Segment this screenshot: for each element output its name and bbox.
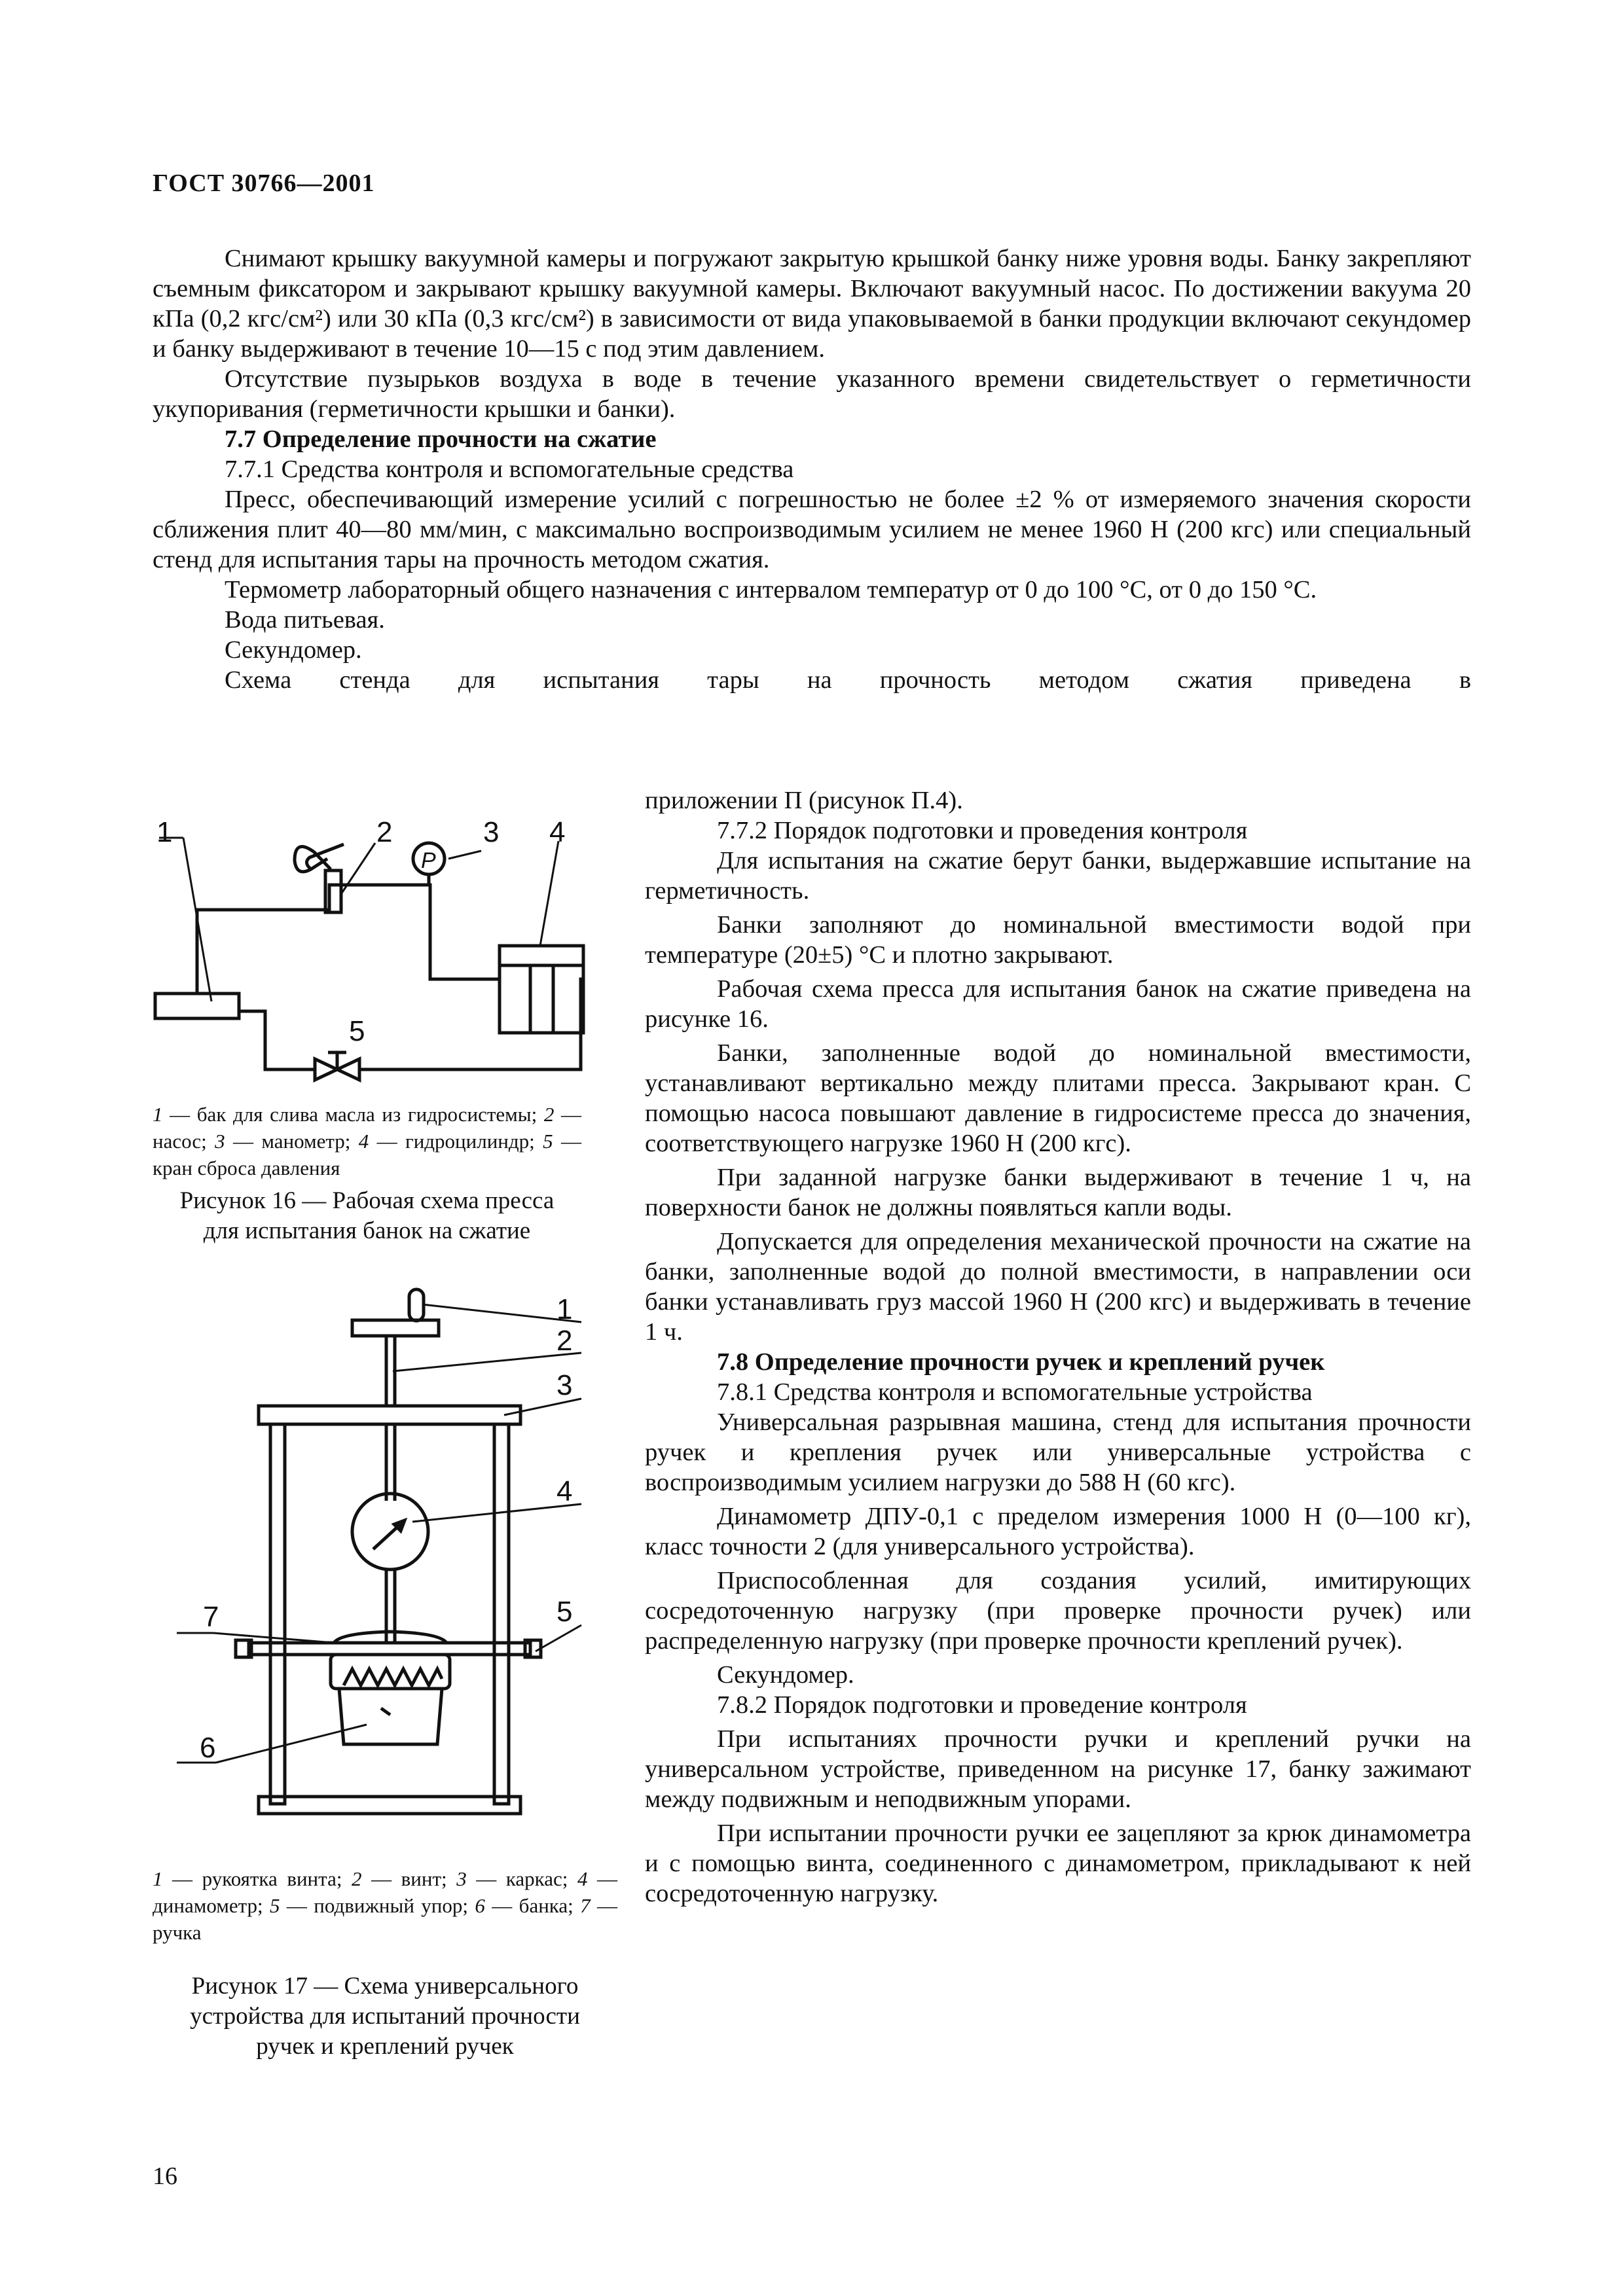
can-handle xyxy=(334,1632,447,1643)
frame-top-plate xyxy=(259,1406,520,1424)
paragraph: Банки, заполненные водой до номинальной вместимости, устанавливают вертикально между плитами пресса. Закрывают кран. С помощью насоса повышают давление в гидросистеме пресса до значения, соответствующего нагрузке 1960 Н (200 кгс). xyxy=(645,1039,1471,1157)
paragraph: Динамометр ДПУ-0,1 с пределом измерения 1000 Н (0—100 кг), класс точности 2 (для универсального устройства). xyxy=(645,1503,1471,1560)
fig17-label-5: 5 xyxy=(556,1596,573,1628)
screw-handle xyxy=(409,1289,424,1321)
movable-stop xyxy=(249,1643,530,1655)
document-header: ГОСТ 30766—2001 xyxy=(153,170,375,197)
paragraph: При испытании прочности ручки ее зацепляют за крюк динамометра и с помощью винта, соединенного с динамометром, прикладывают к ней сосредоточенную нагрузку. xyxy=(645,1820,1471,1907)
fig17-label-7: 7 xyxy=(203,1601,219,1633)
paragraph: Пресс, обеспечивающий измерение усилий с погрешностью не более ±2 % от измеряемого значения скорости сближения плит 40—80 мм/мин, с максимально воспроизводимым усилием не менее 1960 Н (200 кгс) или специальный стенд для испытания тары на прочность методом сжатия. xyxy=(153,486,1471,573)
screw-handle-bar xyxy=(352,1320,439,1336)
paragraph: Секундомер. xyxy=(717,1661,854,1689)
fig16-label-2: 2 xyxy=(376,816,393,848)
subsection-7-8-1: 7.8.1 Средства контроля и вспомогательные устройства xyxy=(717,1378,1313,1406)
figure-16-legend: 1 — бак для слива масла из гидросистемы; 2 — насос; 3 — манометр; 4 — гидроцилиндр; 5 — кран сброса давления xyxy=(153,1103,582,1179)
fig16-label-5: 5 xyxy=(349,1015,365,1047)
fig17-label-1: 1 xyxy=(556,1293,573,1325)
fig16-label-4: 4 xyxy=(549,816,566,848)
paragraph: Для испытания на сжатие берут банки, выдержавшие испытание на герметичность. xyxy=(645,847,1471,905)
can-lid xyxy=(331,1655,450,1689)
paragraph: Снимают крышку вакуумной камеры и погружают закрытую крышкой банку ниже уровня воды. Банку закрепляют съемным фиксатором и закрывают крышку вакуумной камеры. Включают вакуумный насос. По достижении вакуума 20 кПа (0,2 кгс/см²) или 30 кПа (0,3 кгс/см²) в зависимости от вида упаковываемой в банки продукции включают секундомер и банку выдерживают в течение 10—15 с под этим давлением. xyxy=(153,245,1471,363)
manometer-p-symbol: P xyxy=(421,848,436,873)
subsection-7-7-2: 7.7.2 Порядок подготовки и проведения контроля xyxy=(717,817,1248,844)
page-number: 16 xyxy=(153,2162,177,2190)
paragraph: Приспособленная для создания усилий, имитирующих сосредоточенную нагрузку (при проверке прочности ручек) или распределенную нагрузку (при проверке прочности креплений ручек). xyxy=(645,1567,1471,1655)
right-column-text xyxy=(645,785,1471,1909)
top-text-block xyxy=(153,243,1471,695)
paragraph: приложении П (рисунок П.4). xyxy=(645,787,963,814)
fig17-label-4: 4 xyxy=(556,1475,573,1507)
fig17-label-3: 3 xyxy=(556,1369,573,1401)
fig17-label-6: 6 xyxy=(200,1732,216,1764)
figure-17-universal-device xyxy=(177,1280,602,1856)
pipe-top xyxy=(197,885,500,994)
subsection-7-7-1: 7.7.1 Средства контроля и вспомогательные средства xyxy=(225,456,794,483)
frame-base-plate xyxy=(259,1797,520,1814)
paragraph: Термометр лабораторный общего назначения с интервалом температур от 0 до 100 °С, от 0 до 150 °С. xyxy=(225,576,1317,603)
fig16-label-1: 1 xyxy=(156,816,173,848)
oil-tank xyxy=(155,994,239,1018)
paragraph: Допускается для определения механической прочности на сжатие на банки, заполненные водой до полной вместимости, в направлении оси банки устанавливать груз массой 1960 Н (200 кгс) и выдерживать в течение 1 ч. xyxy=(645,1228,1471,1346)
section-heading-7-7: 7.7 Определение прочности на сжатие xyxy=(225,425,657,453)
paragraph: Секундомер. xyxy=(225,636,362,664)
paragraph: Универсальная разрывная машина, стенд для испытания прочности ручек и крепления ручек или универсальные устройства с воспроизводимым усилием нагрузки до 588 Н (60 кгс). xyxy=(645,1408,1471,1496)
figure-16-title: Рисунок 16 — Рабочая схема пресса для испытания банок на сжатие xyxy=(179,1187,555,1244)
paragraph: При испытаниях прочности ручки и креплений ручки на универсальном устройстве, приведенном на рисунке 17, банку зажимают между подвижным и неподвижным упорами. xyxy=(645,1725,1471,1813)
can-body xyxy=(339,1689,442,1744)
section-heading-7-8: 7.8 Определение прочности ручек и креплений ручек xyxy=(717,1348,1325,1376)
paragraph: Банки заполняют до номинальной вместимости водой при температуре (20±5) °С и плотно закрывают. xyxy=(645,911,1471,969)
figure-16-hydraulic-scheme xyxy=(147,812,606,1100)
paragraph: Отсутствие пузырьков воздуха в воде в течение указанного времени свидетельствует о герметичности укупоривания (герметичности крышки и банки). xyxy=(153,365,1471,423)
figure-17-legend: 1 — рукоятка винта; 2 — винт; 3 — каркас; 4 — динамометр; 5 — подвижный упор; 6 — банка; 7 — ручка xyxy=(153,1867,618,1944)
subsection-7-8-2: 7.8.2 Порядок подготовки и проведение контроля xyxy=(717,1691,1247,1719)
paragraph: При заданной нагрузке банки выдерживают в течение 1 ч, на поверхности банок не должны появляться капли воды. xyxy=(645,1164,1471,1221)
paragraph: Схема стенда для испытания тары на прочность методом сжатия приведена в xyxy=(225,666,1471,694)
figure-17-title: Рисунок 17 — Схема универсального устройства для испытаний прочности ручек и креплений ручек xyxy=(190,1973,580,2060)
fig16-label-3: 3 xyxy=(483,816,500,848)
paragraph: Вода питьевая. xyxy=(225,606,385,634)
frame-right-post xyxy=(494,1424,509,1804)
fig17-label-2: 2 xyxy=(556,1325,573,1357)
hydraulic-cylinder xyxy=(500,946,583,1033)
paragraph: Рабочая схема пресса для испытания банок на сжатие приведена на рисунке 16. xyxy=(645,975,1471,1033)
